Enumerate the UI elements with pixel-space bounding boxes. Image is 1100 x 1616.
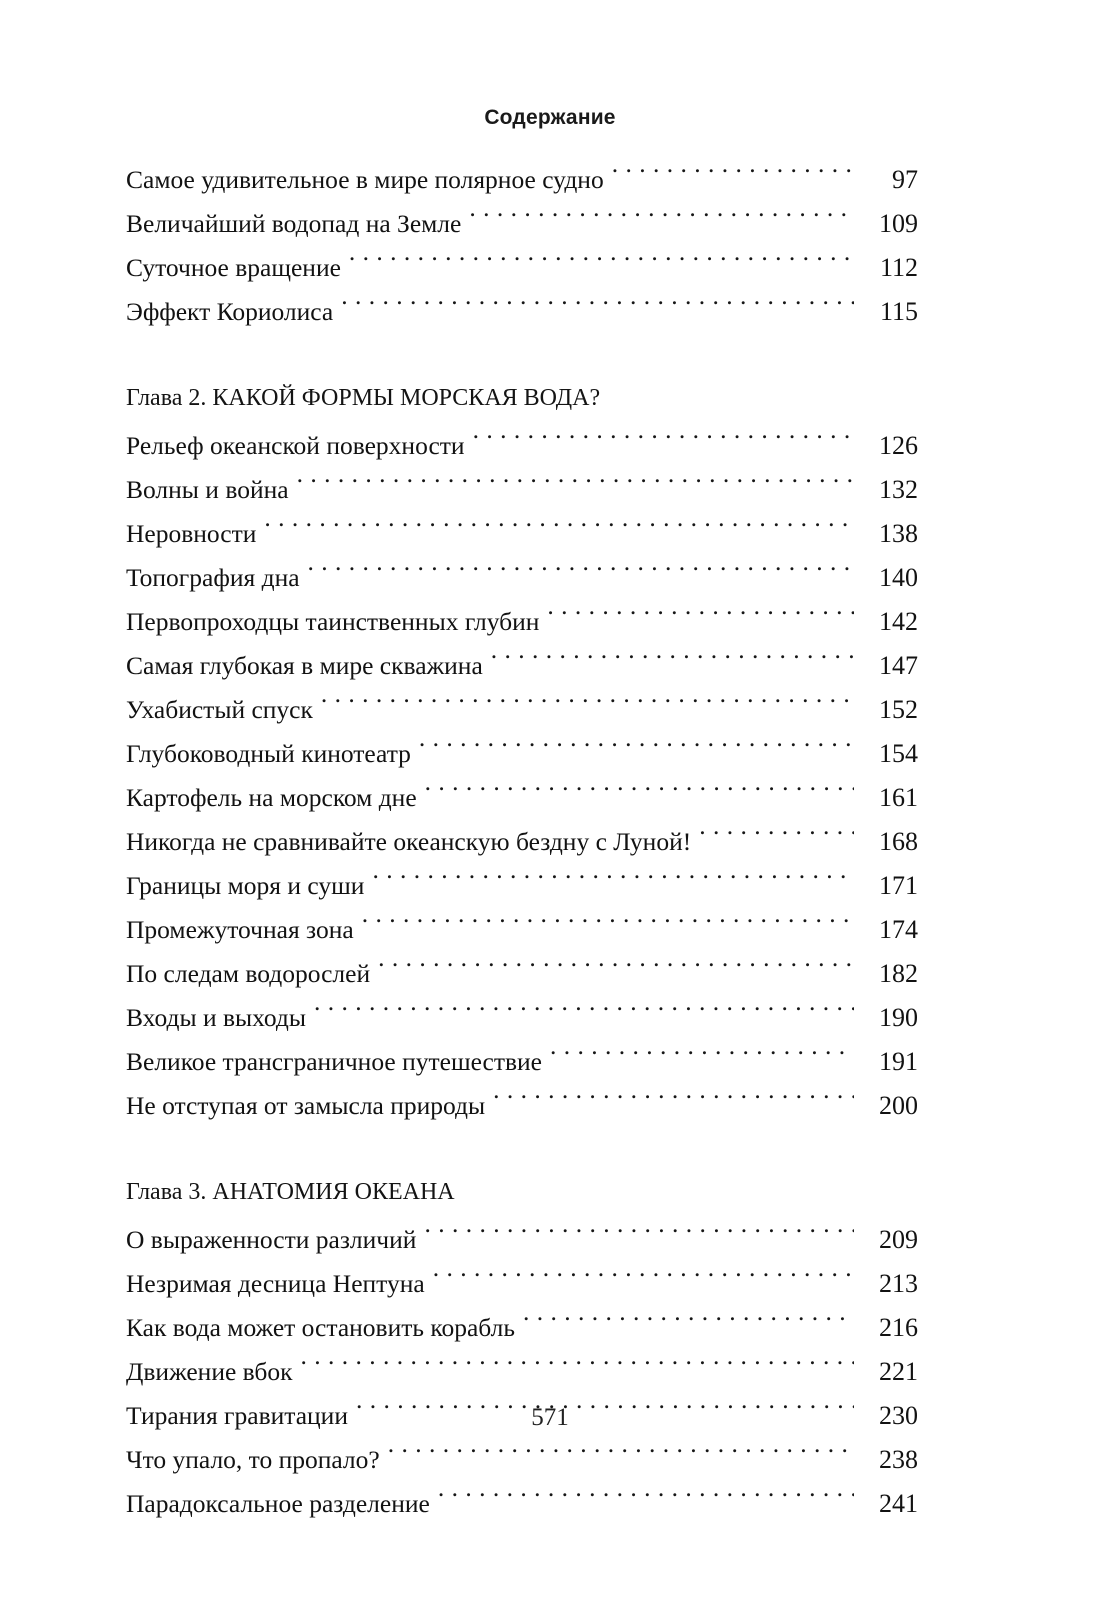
dot-leader — [433, 1267, 854, 1293]
toc-entry-page-number: 112 — [879, 253, 918, 282]
dot-leader — [493, 1089, 854, 1115]
dot-leader — [469, 207, 854, 233]
toc-entry[interactable] — [126, 908, 918, 952]
toc-entry-page-number: 97 — [892, 165, 918, 194]
toc-entry-title: Величайший водопад на Земле — [126, 209, 462, 238]
dot-leader — [297, 473, 854, 499]
toc-entry-title: Как вода может остановить корабль — [126, 1313, 515, 1342]
toc-entry-page-number: 209 — [879, 1225, 918, 1254]
dot-leader — [372, 869, 854, 895]
toc-entry-title: Самая глубокая в мире скважина — [126, 651, 483, 680]
running-head: Содержание — [484, 106, 616, 129]
toc-entry-page-number: 230 — [879, 1401, 918, 1430]
toc-entry[interactable] — [126, 820, 918, 864]
toc-entry-title: О выраженности различий — [126, 1225, 417, 1254]
dot-leader — [349, 251, 854, 277]
page-folio: 571 — [531, 1404, 569, 1431]
dot-leader — [301, 1355, 855, 1381]
toc-entry[interactable] — [126, 1350, 918, 1394]
toc-entry[interactable] — [126, 776, 918, 820]
toc-entry[interactable] — [126, 1482, 918, 1526]
toc-entry-title: Топография дна — [126, 563, 300, 592]
toc-entry-page-number: 109 — [879, 209, 918, 238]
toc-entry-title: Самое удивительное в мире полярное судно — [126, 165, 604, 194]
dot-leader — [378, 957, 854, 983]
dot-leader — [388, 1443, 854, 1469]
toc-entry-title: Суточное вращение — [126, 253, 341, 282]
dot-leader — [362, 913, 854, 939]
toc-entry-title: Границы моря и суши — [126, 871, 365, 900]
toc-entry[interactable] — [126, 996, 918, 1040]
dot-leader — [699, 825, 854, 851]
toc-entry-page-number: 174 — [879, 915, 918, 944]
toc-entry-title: Входы и выходы — [126, 1003, 307, 1032]
toc-entry-title: Что упало, то пропало? — [126, 1445, 380, 1474]
dot-leader — [425, 781, 854, 807]
toc-entry-page-number: 168 — [879, 827, 918, 856]
toc-entry-title: Не отступая от замысла природы — [126, 1091, 486, 1120]
toc-entry-page-number: 191 — [879, 1047, 918, 1076]
toc-entry[interactable] — [126, 1306, 918, 1350]
toc-entry[interactable] — [126, 1262, 918, 1306]
toc-entry-title: Картофель на морском дне — [126, 783, 417, 812]
chapter-heading: Глава 2. КАКОЙ ФОРМЫ МОРСКАЯ ВОДА? — [126, 385, 601, 411]
toc-entry-page-number: 138 — [879, 519, 918, 548]
toc-entry-page-number: 213 — [879, 1269, 918, 1298]
dot-leader — [424, 1223, 854, 1249]
toc-entry[interactable] — [126, 246, 918, 290]
dot-leader — [321, 693, 854, 719]
toc-entry-title: Волны и война — [126, 475, 289, 504]
toc-entry-title: Эффект Кориолиса — [126, 297, 334, 326]
toc-entry-title: Промежуточная зона — [126, 915, 354, 944]
toc-entry-page-number: 190 — [879, 1003, 918, 1032]
toc-entry-page-number: 115 — [879, 297, 918, 326]
dot-leader — [612, 163, 854, 189]
toc-entry[interactable] — [126, 600, 918, 644]
dot-leader — [550, 1045, 854, 1071]
dot-leader — [547, 605, 854, 631]
dot-leader — [419, 737, 854, 763]
toc-entry-page-number: 200 — [879, 1091, 918, 1120]
toc-entry-title: По следам водорослей — [126, 959, 371, 988]
toc-entry[interactable] — [126, 732, 918, 776]
table-of-contents — [126, 158, 918, 1526]
toc-entry-page-number: 132 — [879, 475, 918, 504]
toc-entry-page-number: 140 — [879, 563, 918, 592]
toc-entry[interactable] — [126, 1084, 918, 1128]
toc-entry-page-number: 182 — [879, 959, 918, 988]
toc-entry-page-number: 147 — [879, 651, 918, 680]
toc-entry-title: Рельеф океанской поверхности — [126, 431, 465, 460]
toc-entry[interactable] — [126, 290, 918, 334]
toc-entry[interactable] — [126, 644, 918, 688]
toc-entry-page-number: 152 — [879, 695, 918, 724]
toc-entry-page-number: 241 — [879, 1489, 918, 1518]
toc-entry-page-number: 238 — [879, 1445, 918, 1474]
toc-entry[interactable] — [126, 688, 918, 732]
toc-entry-page-number: 171 — [879, 871, 918, 900]
dot-leader — [473, 429, 854, 455]
toc-entry-page-number: 216 — [879, 1313, 918, 1342]
toc-entry[interactable] — [126, 952, 918, 996]
chapter-heading: Глава 3. АНАТОМИЯ ОКЕАНА — [126, 1179, 455, 1205]
toc-entry-title: Первопроходцы таинственных глубин — [126, 607, 540, 636]
dot-leader — [438, 1487, 854, 1513]
toc-entry-title: Тирания гравитации — [126, 1401, 348, 1430]
toc-entry-title: Парадоксальное разделение — [126, 1489, 430, 1518]
toc-entry[interactable] — [126, 556, 918, 600]
dot-leader — [491, 649, 854, 675]
toc-entry-page-number: 221 — [879, 1357, 918, 1386]
toc-entry[interactable] — [126, 1438, 918, 1482]
toc-entry-title: Движение вбок — [126, 1357, 293, 1386]
toc-entry-page-number: 126 — [879, 431, 918, 460]
dot-leader — [314, 1001, 854, 1027]
toc-entry[interactable] — [126, 468, 918, 512]
toc-entry-page-number: 142 — [879, 607, 918, 636]
toc-entry-title: Неровности — [126, 519, 257, 548]
toc-entry[interactable] — [126, 512, 918, 556]
toc-entry[interactable] — [126, 1218, 918, 1262]
dot-leader — [264, 517, 854, 543]
dot-leader — [308, 561, 854, 587]
toc-entry[interactable] — [126, 424, 918, 468]
toc-entry[interactable] — [126, 202, 918, 246]
toc-entry-page-number: 161 — [879, 783, 918, 812]
toc-entry[interactable] — [126, 1040, 918, 1084]
toc-entry-title: Великое трансграничное путешествие — [126, 1047, 542, 1076]
toc-entry-page-number: 154 — [879, 739, 918, 768]
toc-entry-title: Незримая десница Нептуна — [126, 1269, 425, 1298]
toc-entry-title: Ухабистый спуск — [126, 695, 313, 724]
toc-entry-title: Никогда не сравнивайте океанскую бездну с Луной! — [126, 827, 692, 856]
toc-entry-title: Глубоководный кинотеатр — [126, 739, 411, 768]
toc-entry[interactable] — [126, 864, 918, 908]
dot-leader — [523, 1311, 854, 1337]
dot-leader — [341, 295, 854, 321]
toc-entry[interactable] — [126, 158, 918, 202]
